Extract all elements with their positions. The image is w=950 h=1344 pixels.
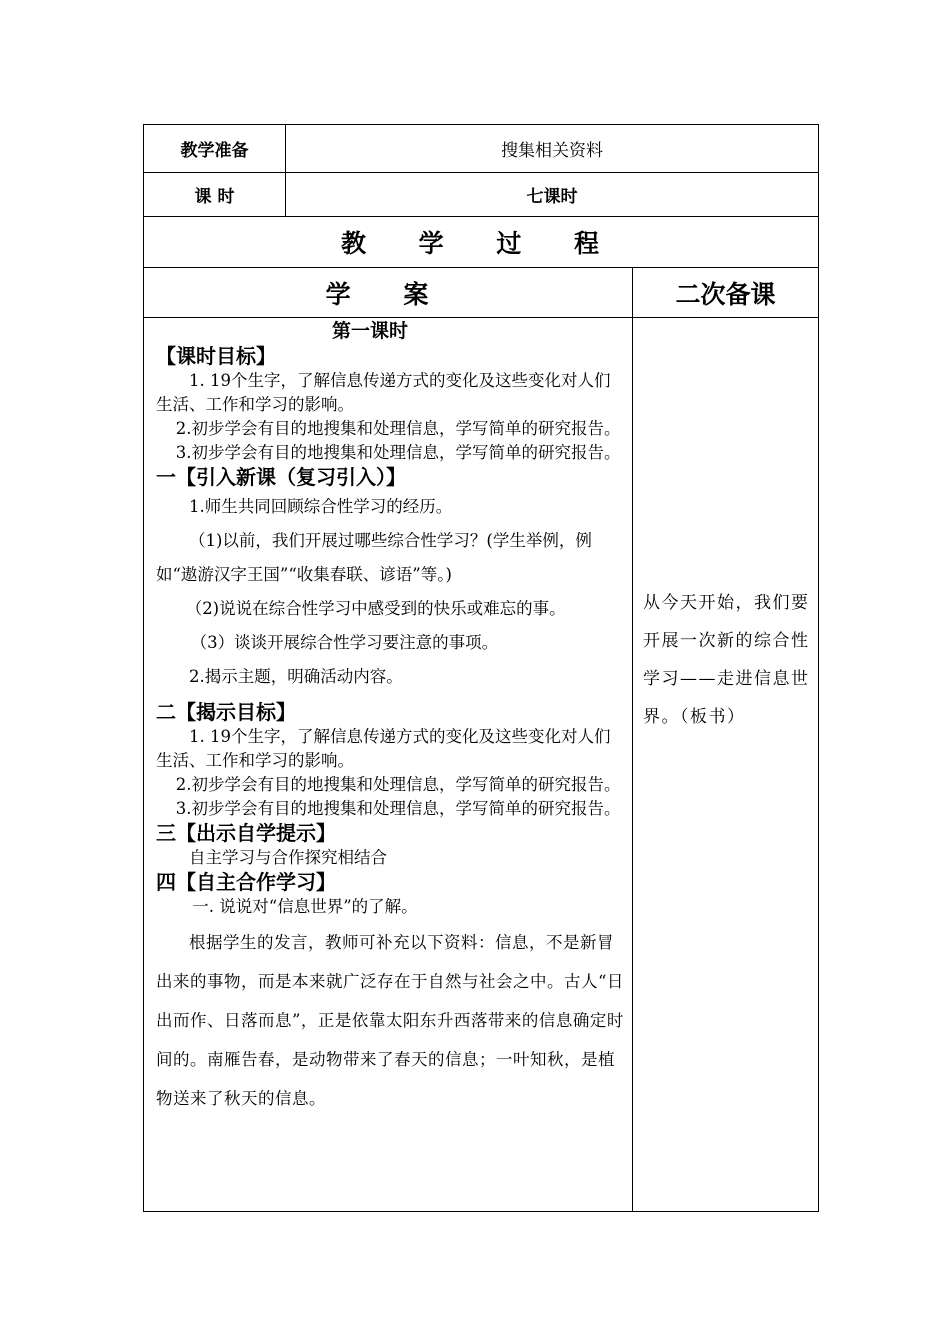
process-row (144, 217, 818, 268)
s1-item-1: 1.师生共同回顾综合性学习的经历。 (189, 497, 453, 516)
period-label: 课 时 (144, 173, 286, 216)
s3-item-1: 自主学习与合作探究相结合 (189, 848, 387, 867)
s4-item-1: 一. 说说对“信息世界”的了解。 (192, 897, 418, 916)
plan-header: 学 案 (144, 268, 633, 317)
s4-item-2: 根据学生的发言，教师可补充以下资料：信息，不是新冒出来的事物，而是本来就广泛存在于自然与社会之中。古人“日出而作、日落而息”，正是依靠太阳东升西落带来的信息确定时间的。南雁告春，是动物带来了春天的信息；一叶知秋，是植物送来了秋天的信息。 (156, 933, 624, 1108)
goal-2: 2.初步学会有目的地搜集和处理信息，学写简单的研究报告。 (175, 419, 621, 438)
prep-value: 搜集相关资料 (501, 141, 603, 161)
s1-item-4: （3）谈谈开展综合性学习要注意的事项。 (190, 633, 499, 652)
s1-item-5: 2.揭示主题，明确活动内容。 (189, 667, 403, 686)
s1-item-3: （2)说说在综合性学习中感受到的快乐或难忘的事。 (185, 599, 566, 618)
column-header-row (144, 268, 818, 318)
goal-3: 3.初步学会有目的地搜集和处理信息，学写简单的研究报告。 (175, 443, 621, 462)
s2-goal-2: 2.初步学会有目的地搜集和处理信息，学写简单的研究报告。 (175, 775, 621, 794)
goals-heading: 【课时目标】 (156, 344, 276, 368)
goal-1: 1. 19个生字，了解信息传递方式的变化及这些变化对人们生活、工作和学习的影响。 (156, 371, 611, 414)
prep-label: 教学准备 (144, 125, 286, 172)
prep-row (144, 125, 818, 173)
period-row (144, 173, 818, 217)
section-4-heading: 四【自主合作学习】 (156, 870, 336, 894)
notes-text: 从今天开始，我们要开展一次新的综合性学习——走进信息世界。（板书） (643, 593, 810, 727)
lesson-title: 第一课时 (331, 320, 408, 342)
body-row (144, 318, 818, 1211)
s2-goal-3: 3.初步学会有目的地搜集和处理信息，学写简单的研究报告。 (175, 799, 621, 818)
section-2-heading: 二【揭示目标】 (156, 700, 296, 724)
section-3-heading: 三【出示自学提示】 (156, 821, 336, 845)
process-title: 教 学 过 程 (340, 229, 622, 258)
lesson-plan-table (143, 124, 819, 1212)
notes-column (633, 318, 818, 1211)
plan-content (144, 318, 633, 1211)
period-value: 七课时 (526, 187, 578, 207)
s2-goal-1: 1. 19个生字，了解信息传递方式的变化及这些变化对人们生活、工作和学习的影响。 (156, 727, 611, 770)
s1-item-2: （1)以前，我们开展过哪些综合性学习？(学生举例，例如“遨游汉字王国”“收集春联、谚语”等。) (156, 531, 592, 584)
section-1-heading: 一【引入新课（复习引入）】 (156, 465, 406, 489)
notes-header: 二次备课 (675, 279, 776, 309)
